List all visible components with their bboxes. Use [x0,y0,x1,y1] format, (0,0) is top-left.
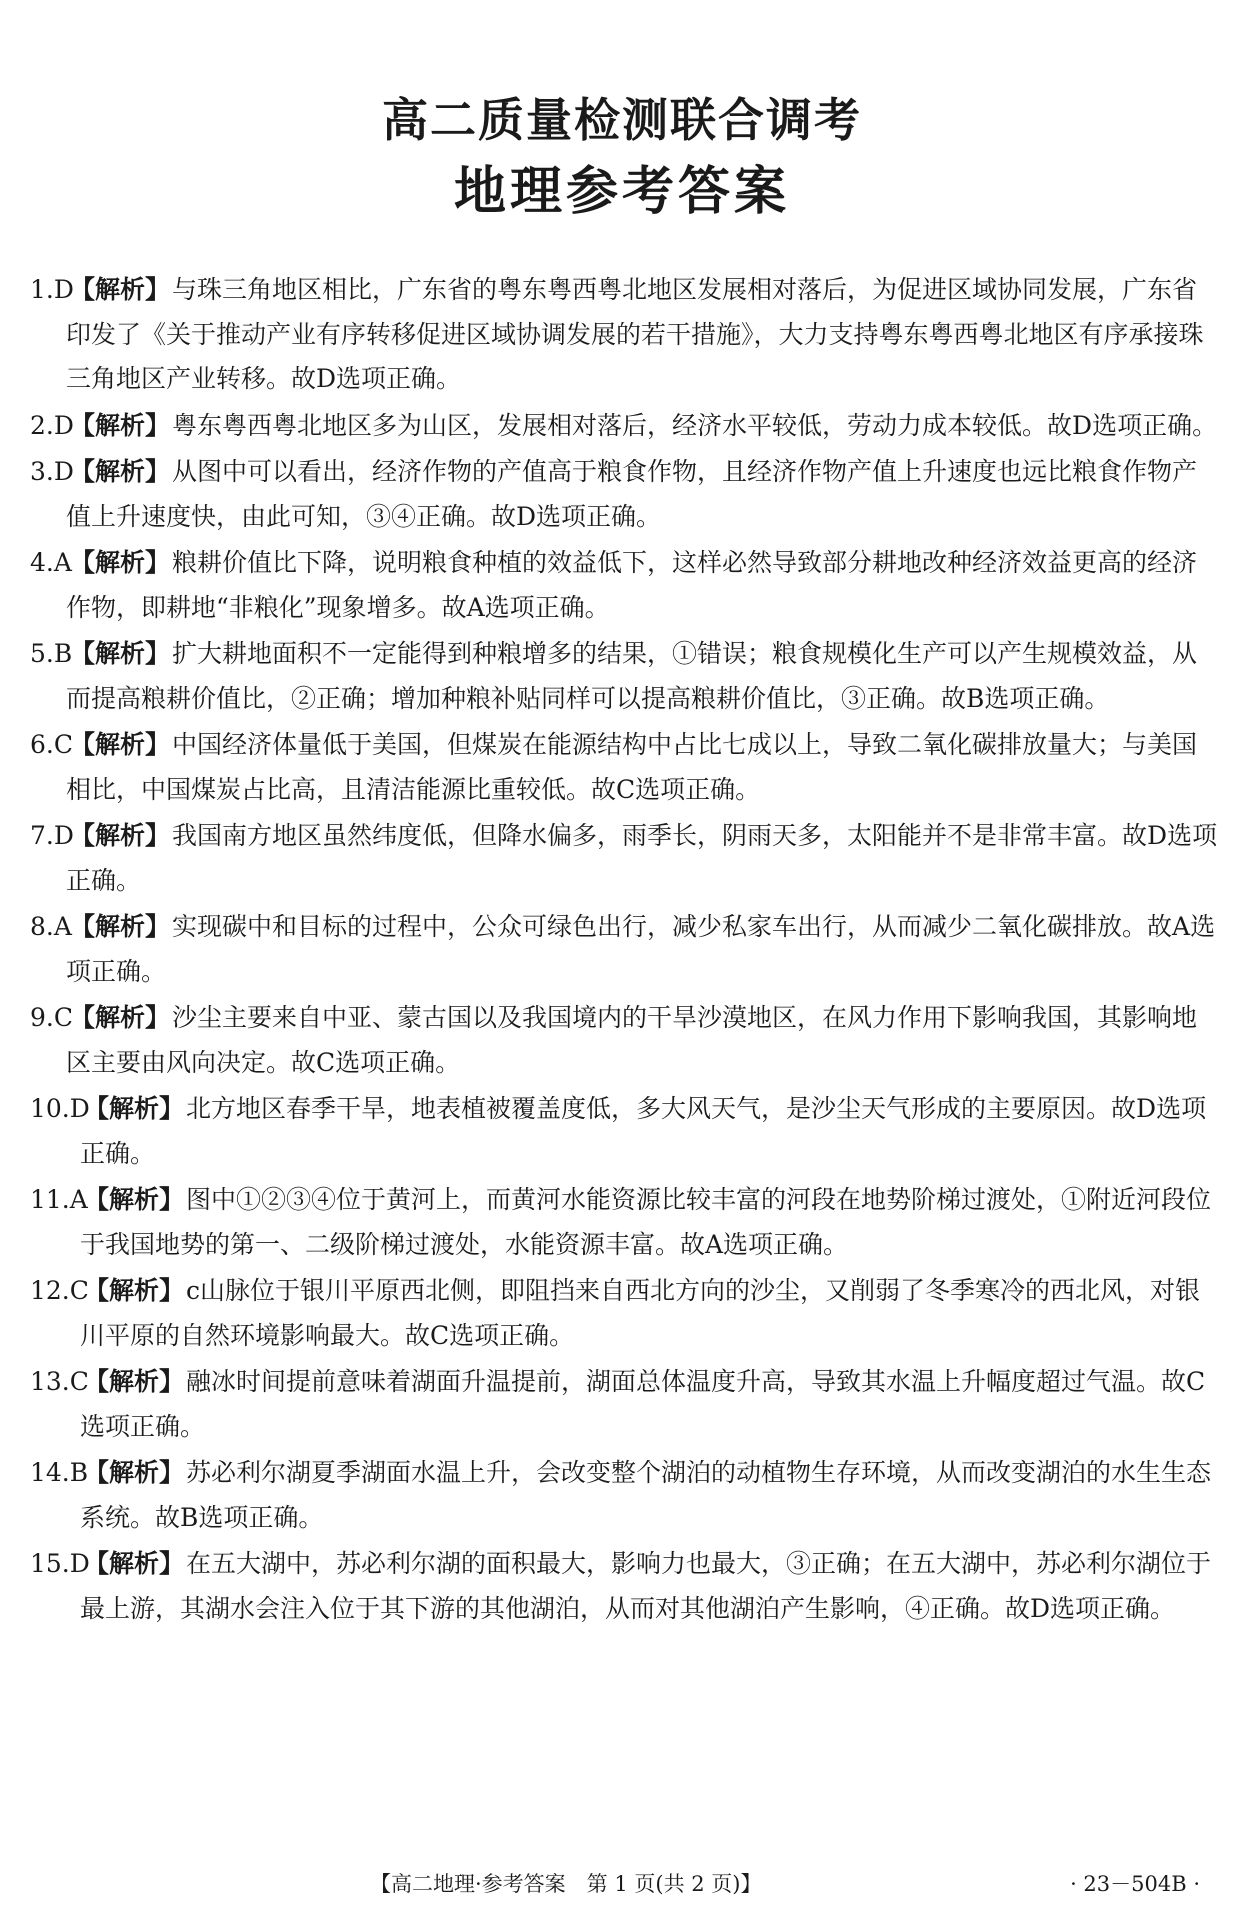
analysis-tag: 【解析】 [84,1367,185,1396]
analysis-tag: 【解析】 [70,1003,171,1032]
answer-item-4 [30,541,1220,630]
analysis-text: 粤东粤西粤北地区多为山区，发展相对落后，经济水平较低，劳动力成本较低。故D选项正确。 [172,410,1218,440]
question-number: 1.D [30,275,74,304]
answer-item-11 [30,1178,1220,1267]
answer-item-8 [30,905,1220,994]
analysis-tag: 【解析】 [70,275,171,304]
answer-item-7 [30,814,1220,903]
question-number: 12.C [30,1276,89,1305]
page-title: 高二质量检测联合调考 [382,93,862,147]
question-number: 3.D [30,457,74,486]
answer-item-3 [30,450,1220,539]
analysis-tag: 【解析】 [84,1276,185,1305]
analysis-text: 与珠三角地区相比，广东省的粤东粤西粤北地区发展相对落后，为促进区域协同发展，广东省印发了《关于推动产业有序转移促进区域协调发展的若干措施》，大力支持粤东粤西粤北地区有序承接珠三角地区产业转移。故D选项正确。 [66,275,1204,393]
question-number: 10.D [30,1094,90,1123]
analysis-text: 在五大湖中，苏必利尔湖的面积最大，影响力也最大，③正确；在五大湖中，苏必利尔湖位于最上游，其湖水会注入位于其下游的其他湖泊，从而对其他湖泊产生影响，④正确。故D选项正确。 [80,1549,1212,1623]
question-number: 11.A [30,1185,88,1214]
analysis-tag: 【解析】 [70,730,171,759]
analysis-tag: 【解析】 [84,1549,185,1578]
question-number: 4.A [30,548,72,577]
analysis-tag: 【解析】 [70,548,171,577]
footer-exam-code: · 23－504B · [1070,1872,1200,1896]
analysis-text: 图中①②③④位于黄河上，而黄河水能资源比较丰富的河段在地势阶梯过渡处，①附近河段位于我国地势的第一、二级阶梯过渡处，水能资源丰富。故A选项正确。 [80,1185,1212,1259]
analysis-tag: 【解析】 [84,1458,185,1487]
analysis-tag: 【解析】 [84,1094,185,1123]
answer-item-10 [30,1087,1220,1176]
answer-list [30,268,1220,1633]
analysis-text: 从图中可以看出，经济作物的产值高于粮食作物，且经济作物产值上升速度也远比粮食作物产值上升速度快，由此可知，③④正确。故D选项正确。 [66,457,1198,531]
question-number: 9.C [30,1003,73,1032]
analysis-text: 沙尘主要来自中亚、蒙古国以及我国境内的干旱沙漠地区，在风力作用下影响我国，其影响地区主要由风向决定。故C选项正确。 [66,1003,1198,1077]
analysis-text: 中国经济体量低于美国，但煤炭在能源结构中占比七成以上，导致二氧化碳排放量大；与美国相比，中国煤炭占比高，且清洁能源比重较低。故C选项正确。 [66,730,1198,804]
analysis-tag: 【解析】 [70,912,171,941]
analysis-text: 融冰时间提前意味着湖面升温提前，湖面总体温度升高，导致其水温上升幅度超过气温。故C选项正确。 [80,1367,1206,1441]
question-number: 7.D [30,821,74,850]
analysis-tag: 【解析】 [70,410,171,440]
question-number: 14.B [30,1458,89,1487]
analysis-tag: 【解析】 [70,821,171,850]
analysis-tag: 【解析】 [70,639,171,668]
question-number: 5.B [30,639,73,668]
analysis-text: 我国南方地区虽然纬度低，但降水偏多，雨季长，阴雨天多，太阳能并不是非常丰富。故D选项正确。 [66,821,1218,895]
answer-item-15 [30,1542,1220,1631]
answer-item-12 [30,1269,1220,1358]
page-subtitle: 地理参考答案 [453,162,790,222]
analysis-text: 粮耕价值比下降，说明粮食种植的效益低下，这样必然导致部分耕地改种经济效益更高的经济作物，即耕地“非粮化”现象增多。故A选项正确。 [66,548,1198,622]
question-number: 6.C [30,730,73,759]
analysis-text: 扩大耕地面积不一定能得到种粮增多的结果，①错误；粮食规模化生产可以产生规模效益，从而提高粮耕价值比，②正确；增加种粮补贴同样可以提高粮耕价值比，③正确。故B选项正确。 [66,639,1198,713]
answer-item-14 [30,1451,1220,1540]
answer-item-6 [30,723,1220,812]
question-number: 2.D [30,410,74,440]
answer-item-13 [30,1360,1220,1449]
analysis-text: c山脉位于银川平原西北侧，即阻挡来自西北方向的沙尘，又削弱了冬季寒冷的西北风，对银川平原的自然环境影响最大。故C选项正确。 [80,1276,1201,1350]
answer-item-5 [30,632,1220,721]
question-number: 13.C [30,1367,89,1396]
question-number: 15.D [30,1549,90,1578]
analysis-tag: 【解析】 [84,1185,185,1214]
answer-item-2 [30,404,1220,449]
analysis-text: 北方地区春季干旱，地表植被覆盖度低，多大风天气，是沙尘天气形成的主要原因。故D选项正确。 [80,1094,1207,1168]
analysis-tag: 【解析】 [70,457,171,486]
footer-page-label: 【高二地理·参考答案 第 1 页(共 2 页)】 [370,1872,762,1896]
answer-item-1 [30,268,1220,402]
question-number: 8.A [30,912,72,941]
analysis-text: 苏必利尔湖夏季湖面水温上升，会改变整个湖泊的动植物生存环境，从而改变湖泊的水生生态系统。故B选项正确。 [80,1458,1212,1532]
analysis-text: 实现碳中和目标的过程中，公众可绿色出行，减少私家车出行，从而减少二氧化碳排放。故A选项正确。 [66,912,1216,986]
answer-item-9 [30,996,1220,1085]
